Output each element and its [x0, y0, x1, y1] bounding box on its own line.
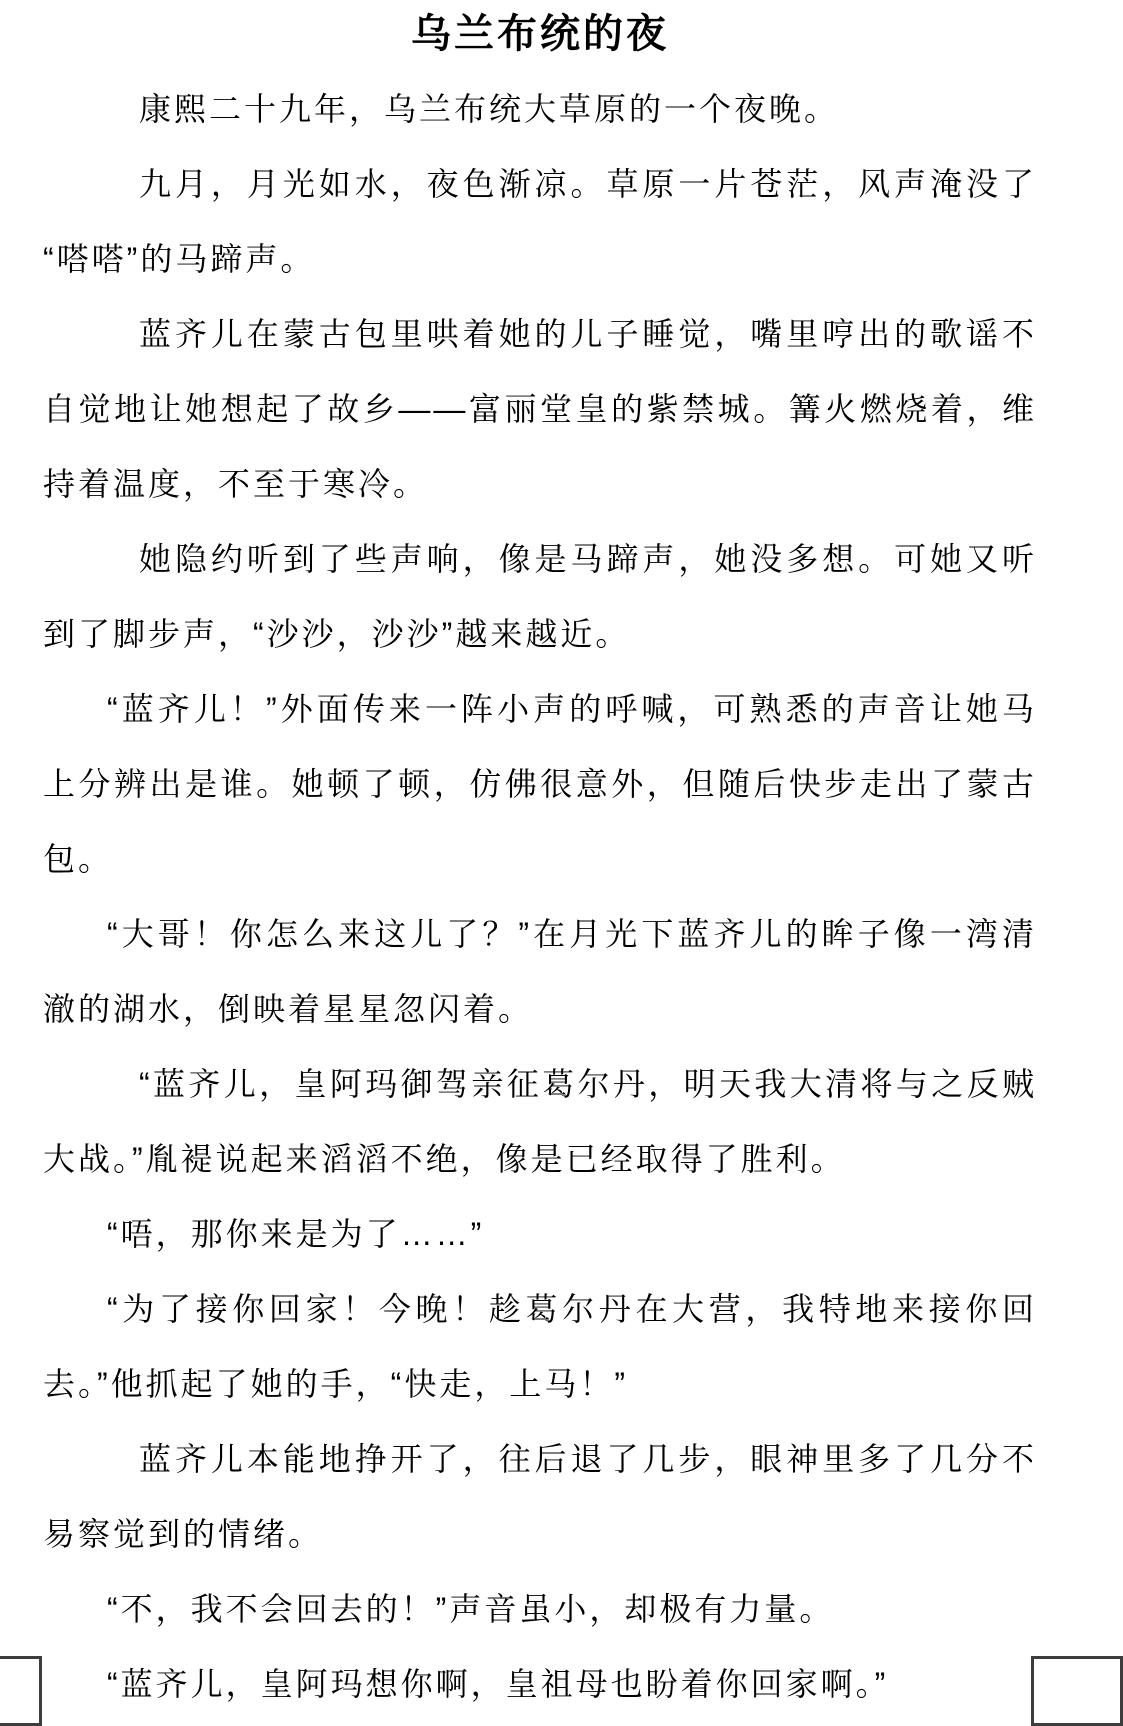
bottom-right-partial-button[interactable]: [1031, 1656, 1123, 1726]
bottom-left-partial-button[interactable]: [0, 1656, 42, 1726]
paragraph-2: 九月，月光如水，夜色渐凉。草原一片苍茫，风声淹没了“嗒嗒”的马蹄声。: [43, 166, 1037, 277]
paragraph-8: “唔，那你来是为了……”: [107, 1216, 485, 1252]
paragraph-10: 蓝齐儿本能地挣开了，往后退了几步，眼神里多了几分不易察觉到的情绪。: [43, 1441, 1037, 1552]
paragraph-3: 蓝齐儿在蒙古包里哄着她的儿子睡觉，嘴里哼出的歌谣不自觉地让她想起了故乡——富丽堂皇的紫禁城。篝火燃烧着，维持着温度，不至于寒冷。: [43, 316, 1037, 502]
paragraph-11: “不，我不会回去的！”声音虽小，却极有力量。: [107, 1591, 835, 1627]
paragraph-12: “蓝齐儿，皇阿玛想你啊，皇祖母也盼着你回家啊。”: [107, 1666, 889, 1702]
paragraph-4: 她隐约听到了些声响，像是马蹄声，她没多想。可她又听到了脚步声，“沙沙，沙沙”越来越近。: [43, 541, 1037, 652]
paragraph-6: “大哥！你怎么来这儿了？”在月光下蓝齐儿的眸子像一湾清澈的湖水，倒映着星星忽闪着。: [43, 916, 1037, 1027]
document-title: 乌兰布统的夜: [411, 12, 669, 56]
paragraph-1: 康熙二十九年，乌兰布统大草原的一个夜晚。: [139, 91, 840, 127]
paragraph-5: “蓝齐儿！”外面传来一阵小声的呼喊，可熟悉的声音让她马上分辨出是谁。她顿了顿，仿佛很意外，但随后快步走出了蒙古包。: [43, 691, 1037, 877]
document-body: [43, 72, 1037, 1722]
paragraph-7: “蓝齐儿，皇阿玛御驾亲征葛尔丹，明天我大清将与之反贼大战。”胤褆说起来滔滔不绝，像是已经取得了胜利。: [43, 1066, 1037, 1177]
paragraph-9: “为了接你回家！今晚！趁葛尔丹在大营，我特地来接你回去。”他抓起了她的手，“快走，上马！”: [43, 1291, 1037, 1402]
